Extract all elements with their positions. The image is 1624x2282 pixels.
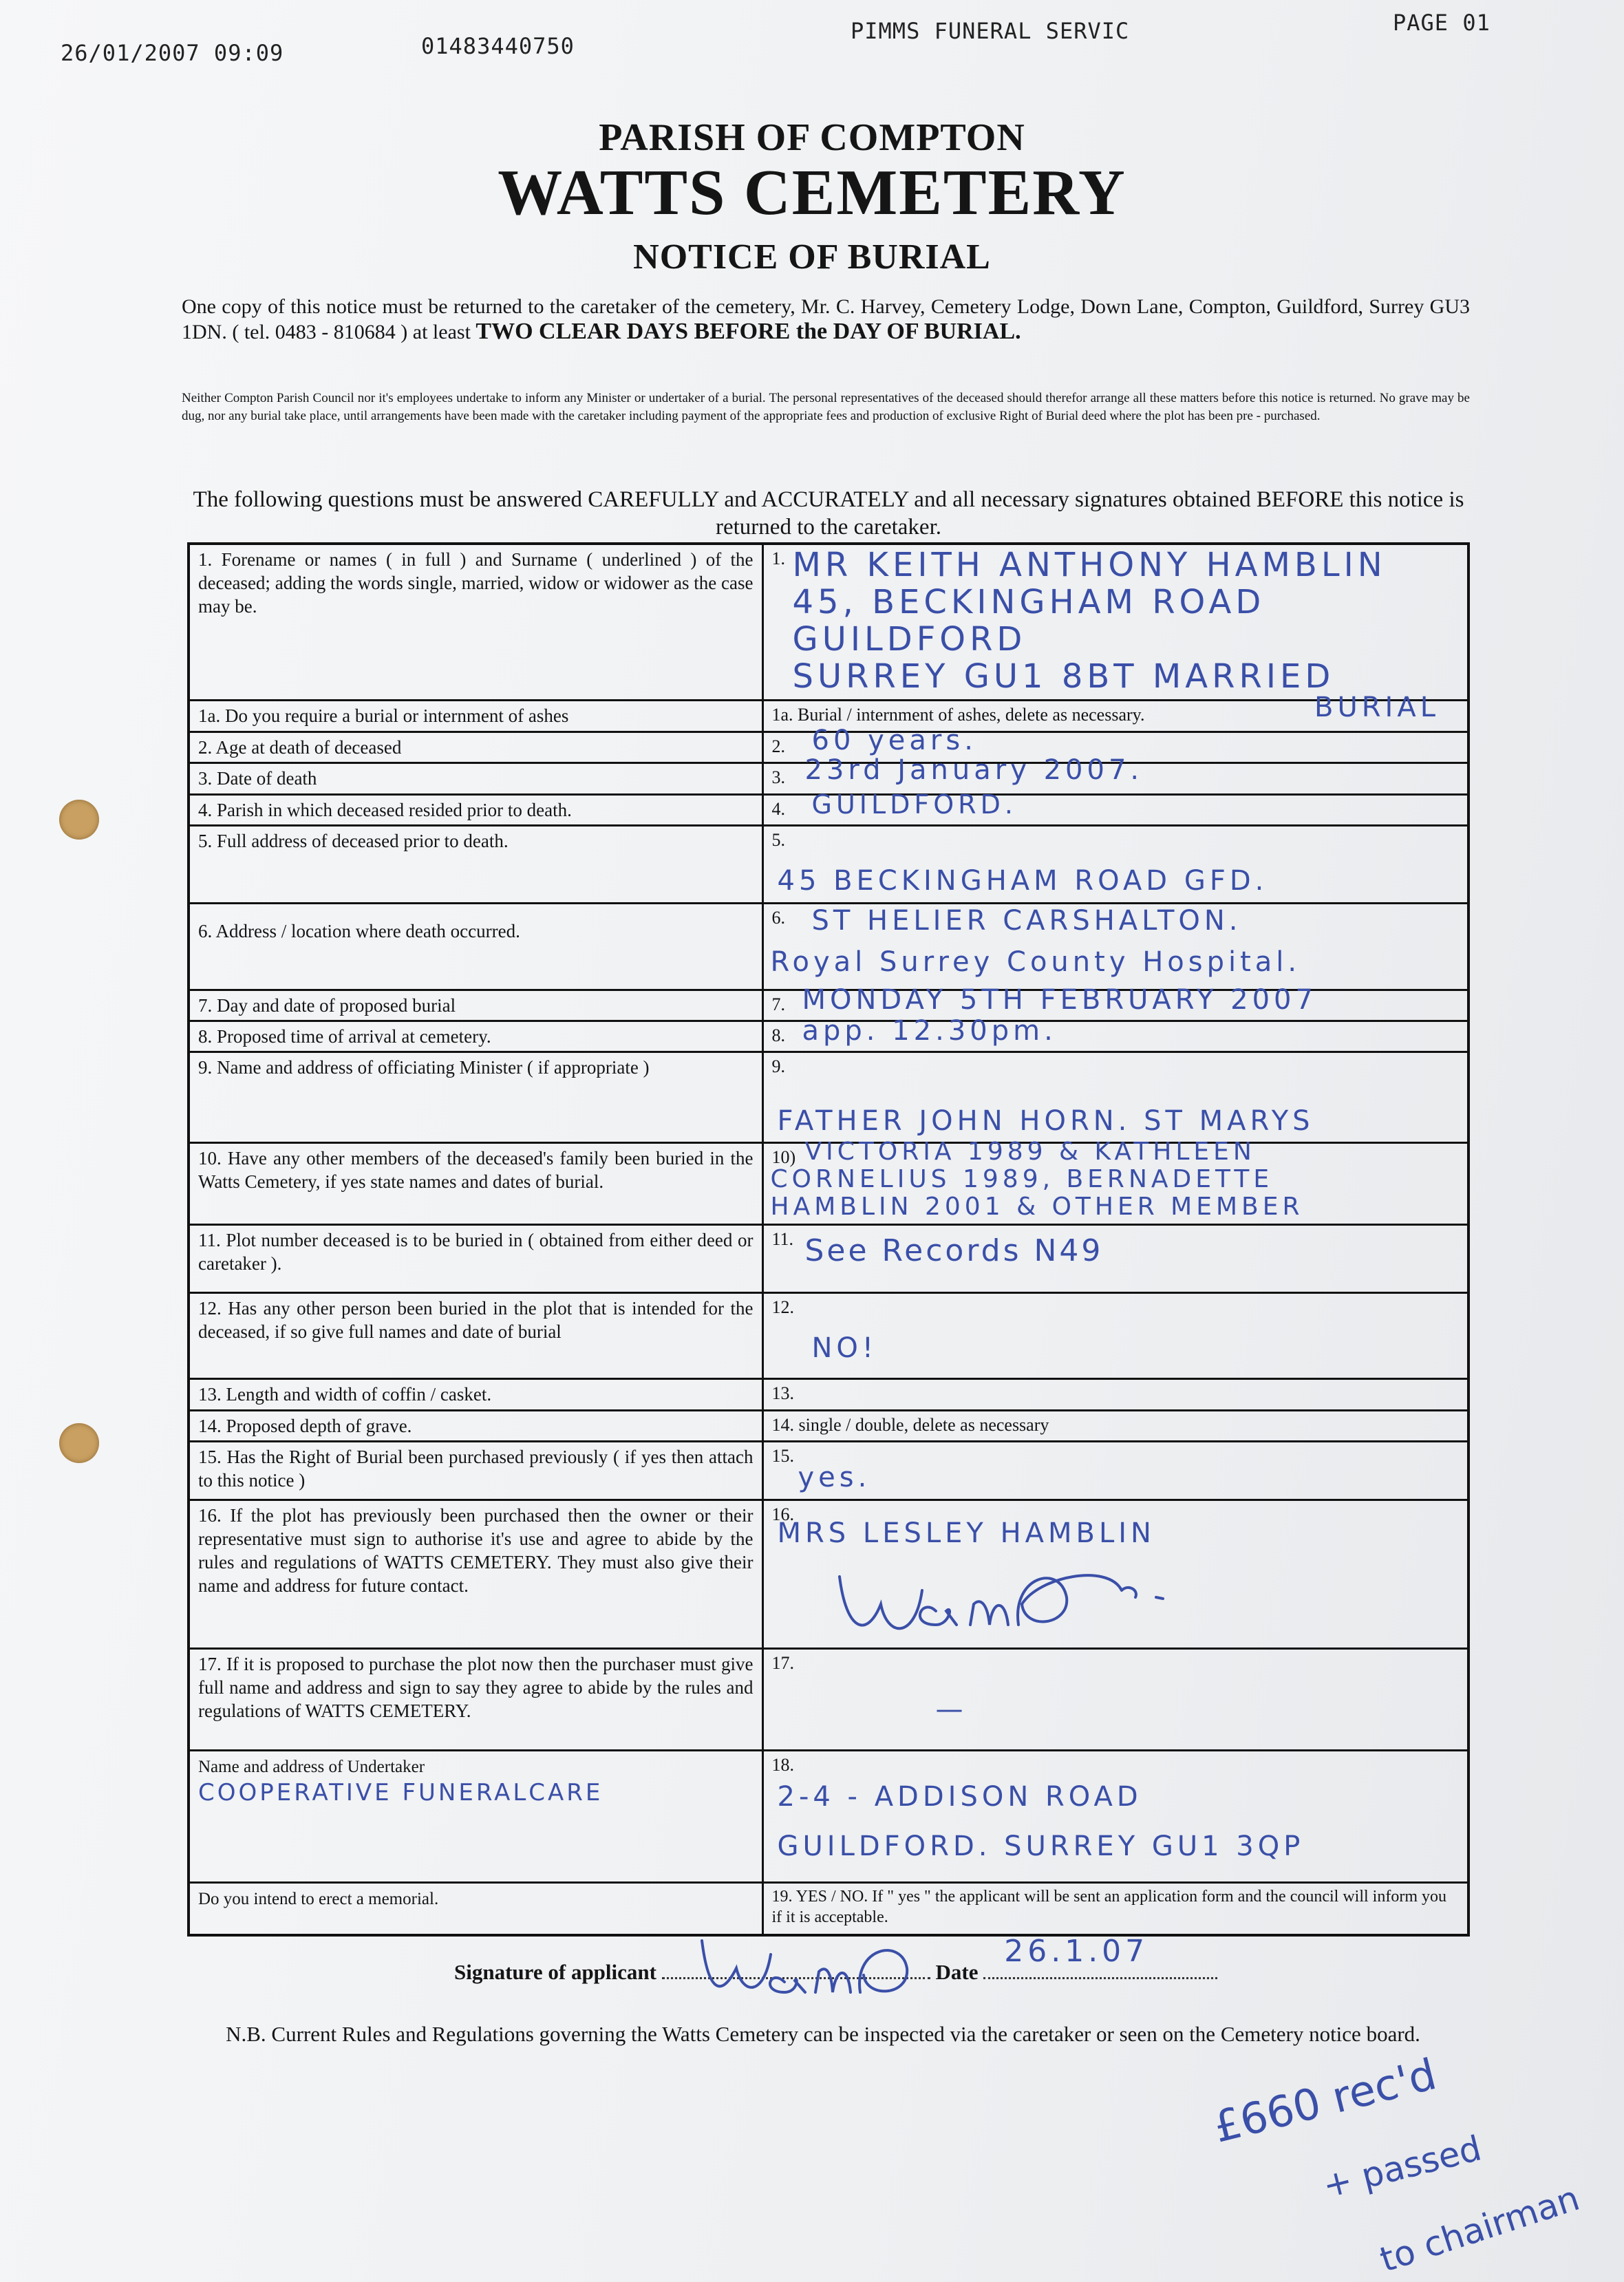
form-row — [189, 1142, 1468, 1224]
answer-3[interactable]: 3. 23rd January 2007. — [762, 763, 1468, 794]
form-row — [189, 544, 1468, 701]
handwritten-answer-16: MRS LESLEY HAMBLIN — [777, 1517, 1155, 1549]
question-2: 2. Age at death of deceased — [189, 732, 762, 763]
owner-signature-icon — [833, 1549, 1356, 1645]
answer-1a[interactable]: 1a. Burial / internment of ashes, delete as necessary. BURIAL — [762, 701, 1468, 732]
question-4: 4. Parish in which deceased resided prior to death. — [189, 794, 762, 825]
question-16: 16. If the plot has previously been purchased then the owner or their representative must sign to authorise it's use and agree to abide by the rules and regulations of WATTS CEMETERY. They must also give their name and address for future contact. — [189, 1500, 762, 1648]
handwritten-answer-3: 23rd January 2007. — [804, 754, 1144, 787]
form-row — [189, 1442, 1468, 1500]
handwritten-answer-4: GUILDFORD. — [811, 789, 1017, 820]
question-1: 1. Forename or names ( in full ) and Surname ( underlined ) of the deceased; adding the words single, married, widow or widower as the case may be. — [189, 544, 762, 701]
date-value: 26.1.07 — [1004, 1934, 1149, 1969]
question-8: 8. Proposed time of arrival at cemetery. — [189, 1021, 762, 1052]
answer-18[interactable]: 18. 2-4 - ADDISON ROAD GUILDFORD. SURREY GU1 3QP — [762, 1750, 1468, 1882]
signature-label: Signature of applicant — [454, 1960, 656, 1984]
answer-15[interactable]: 15. yes. — [762, 1442, 1468, 1500]
form-row — [189, 1649, 1468, 1750]
form-row — [189, 826, 1468, 904]
handwritten-answer-17: — — [935, 1694, 968, 1726]
handwritten-answer-12: NO! — [811, 1332, 877, 1364]
handwritten-answer-2: 60 years. — [811, 724, 977, 756]
intro-paragraph — [182, 295, 1470, 345]
question-7: 7. Day and date of proposed burial — [189, 990, 762, 1021]
date-field[interactable] — [983, 1934, 1217, 1979]
question-11: 11. Plot number deceased is to be buried in ( obtained from either deed or caretaker ). — [189, 1224, 762, 1292]
question-9: 9. Name and address of officiating Minister ( if appropriate ) — [189, 1052, 762, 1142]
handwritten-answer-5: 45 BECKINGHAM ROAD GFD. — [777, 865, 1268, 897]
answer-19[interactable]: 19. YES / NO. If " yes " the applicant will be sent an application form and the council will inform you if it is acceptable. — [762, 1882, 1468, 1935]
cemetery-title: WATTS CEMETERY — [498, 157, 1126, 228]
fax-page: PAGE 01 — [1393, 10, 1491, 36]
question-6: 6. Address / location where death occurred. — [189, 904, 762, 990]
question-13: 13. Length and width of coffin / casket. — [189, 1379, 762, 1410]
handwritten-answer-15: yes. — [798, 1462, 871, 1494]
question-3: 3. Date of death — [189, 763, 762, 794]
answer-9[interactable]: 9. FATHER JOHN HORN. ST MARYS — [762, 1052, 1468, 1142]
answer-11[interactable]: 11. See Records N49 — [762, 1224, 1468, 1292]
answer-4[interactable]: 4. GUILDFORD. — [762, 794, 1468, 825]
form-row — [189, 1379, 1468, 1410]
answer-17[interactable]: 17. — — [762, 1649, 1468, 1750]
notice-title: NOTICE OF BURIAL — [633, 237, 991, 277]
question-5: 5. Full address of deceased prior to death. — [189, 826, 762, 904]
intro-text: One copy of this notice must be returned to the caretaker of the cemetery, Mr. C. Harvey, Cemetery Lodge, Down Lane, Compton, Guildford, Surrey GU3 1DN. ( tel. 0483 - 810684 ) at least — [182, 295, 1470, 343]
nb-note: N.B. Current Rules and Regulations governing the Watts Cemetery can be inspected via the caretaker or seen on the Cemetery notice board. — [226, 2022, 1420, 2046]
margin-note-line-2: + passed — [1318, 2128, 1486, 2206]
handwritten-answer-10: VICTORIA 1989 & KATHLEEN CORNELIUS 1989, BERNADETTE HAMBLIN 2001 & OTHER MEMBER — [770, 1137, 1304, 1221]
answer-8[interactable]: 8. app. 12.30pm. — [762, 1021, 1468, 1052]
answer-7[interactable]: 7. MONDAY 5TH FEBRUARY 2007 — [762, 990, 1468, 1021]
question-12: 12. Has any other person been buried in the plot that is intended for the deceased, if so give full names and date of burial — [189, 1292, 762, 1378]
question-10: 10. Have any other members of the deceased's family been buried in the Watts Cemetery, if yes state names and dates of burial. — [189, 1142, 762, 1224]
answer-14[interactable]: 14. single / double, delete as necessary — [762, 1410, 1468, 1441]
form-row — [189, 1021, 1468, 1052]
answer-1[interactable]: 1. MR KEITH ANTHONY HAMBLIN 45, BECKINGHAM ROAD GUILDFORD SURREY GU1 8BT MARRIED — [762, 544, 1468, 701]
form-row — [189, 1224, 1468, 1292]
applicant-signature-icon — [695, 1927, 984, 2003]
answer-2[interactable]: 2. 60 years. — [762, 732, 1468, 763]
form-row — [189, 794, 1468, 825]
undertaker-handwritten: COOPERATIVE FUNERALCARE — [198, 1778, 603, 1806]
fax-sender: PIMMS FUNERAL SERVIC — [851, 18, 1130, 44]
answer-13[interactable]: 13. — [762, 1379, 1468, 1410]
burial-form-table — [187, 542, 1470, 1937]
form-row — [189, 1052, 1468, 1142]
answer-5[interactable]: 5. 45 BECKINGHAM ROAD GFD. — [762, 826, 1468, 904]
handwritten-answer-1a: BURIAL — [1314, 692, 1440, 724]
question-14: 14. Proposed depth of grave. — [189, 1410, 762, 1441]
form-row — [189, 1410, 1468, 1441]
parish-title: PARISH OF COMPTON — [599, 116, 1025, 159]
answer-12[interactable]: 12. NO! — [762, 1292, 1468, 1378]
fax-phone: 01483440750 — [421, 33, 575, 59]
handwritten-answer-11: See Records N49 — [804, 1233, 1104, 1268]
fine-print: Neither Compton Parish Council nor it's employees undertake to inform any Minister or undertaker of a burial. The personal representatives of the deceased should therefor arrange all these matters before this notice is returned. No grave may be dug, nor any burial take place, until arrangements have been made with the caretaker including payment of the appropriate fees and production of exclusive Right of Burial deed where the plot has been pre - purchased. — [182, 391, 1470, 423]
punch-hole — [59, 1423, 99, 1463]
intro-emphasis: TWO CLEAR DAYS BEFORE the DAY OF BURIAL. — [476, 319, 1021, 344]
punch-hole — [59, 800, 99, 840]
margin-note-line-3: to chairman — [1375, 2177, 1585, 2281]
form-row — [189, 1500, 1468, 1648]
margin-note-line-1: £660 rec'd — [1208, 2049, 1442, 2153]
answer-10[interactable]: 10) VICTORIA 1989 & KATHLEEN CORNELIUS 1989, BERNADETTE HAMBLIN 2001 & OTHER MEMBER — [762, 1142, 1468, 1224]
handwritten-answer-8: app. 12.30pm. — [802, 1014, 1057, 1047]
question-19: Do you intend to erect a memorial. — [189, 1882, 762, 1935]
instructions-line: The following questions must be answered CAREFULLY and ACCURATELY and all necessary signatures obtained BEFORE this notice is returned to the caretaker. — [193, 487, 1464, 540]
answer-16[interactable]: 16. MRS LESLEY HAMBLIN — [762, 1500, 1468, 1648]
date-label: Date — [935, 1960, 979, 1984]
handwritten-answer-9: FATHER JOHN HORN. ST MARYS — [777, 1105, 1314, 1138]
answer-6[interactable]: 6. ST HELIER CARSHALTON. Royal Surrey County Hospital. — [762, 904, 1468, 990]
question-17: 17. If it is proposed to purchase the plot now then the purchaser must give full name and address and sign to say they agree to abide by the rules and regulations of WATTS CEMETERY. — [189, 1649, 762, 1750]
handwritten-answer-1: MR KEITH ANTHONY HAMBLIN 45, BECKINGHAM ROAD GUILDFORD SURREY GU1 8BT MARRIED — [792, 546, 1387, 696]
handwritten-answer-7: MONDAY 5TH FEBRUARY 2007 — [802, 983, 1317, 1016]
form-row — [189, 1750, 1468, 1882]
fax-datetime: 26/01/2007 09:09 — [61, 40, 284, 66]
question-1a: 1a. Do you require a burial or internment of ashes — [189, 701, 762, 732]
form-row — [189, 904, 1468, 990]
handwritten-answer-6: ST HELIER CARSHALTON. Royal Surrey County Hospital. — [770, 905, 1301, 979]
form-row — [189, 1292, 1468, 1378]
question-15: 15. Has the Right of Burial been purchased previously ( if yes then attach to this notice ) — [189, 1442, 762, 1500]
handwritten-answer-18: 2-4 - ADDISON ROAD GUILDFORD. SURREY GU1 3QP — [777, 1780, 1305, 1862]
question-18: Name and address of Undertaker COOPERATIVE FUNERALCARE — [189, 1750, 762, 1882]
